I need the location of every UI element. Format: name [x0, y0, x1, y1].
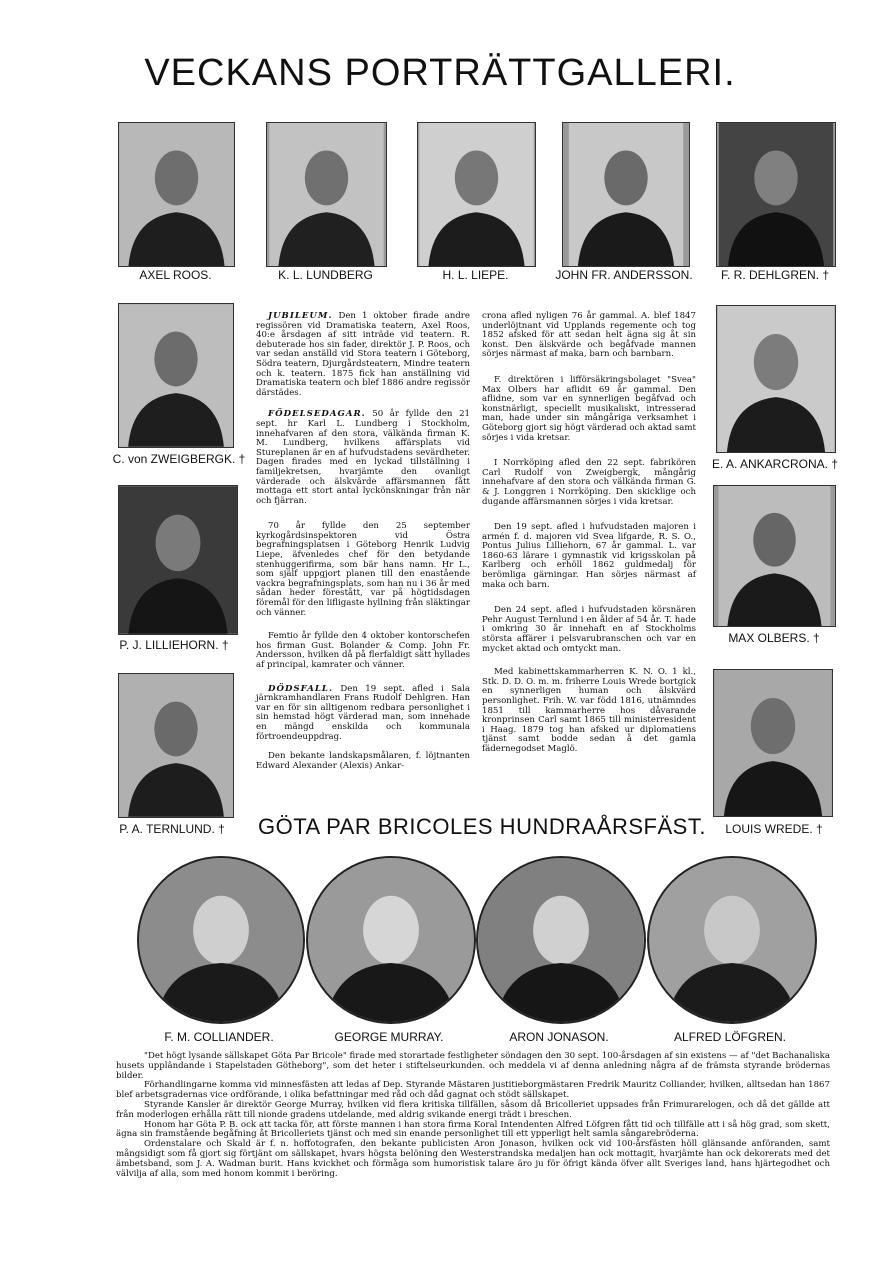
- portrait-max-olbers: [713, 485, 836, 627]
- article-andersson: Femtio år fyllde den 4 oktober kontorschefen hos firman Gust. Bolander & Comp. John Fr. Andersson, hvilken då på flerfaldigt sätt hyllades af principal, kamrater och vänner.: [256, 631, 470, 670]
- caption-e-a-ankarcrona: E. A. ANKARCRONA. †: [711, 457, 839, 471]
- caption-max-olbers: MAX OLBERS. †: [728, 631, 820, 645]
- portrait-k-l-lundberg: [266, 122, 387, 267]
- portrait-p-a-ternlund: [118, 673, 234, 818]
- bricoles-paragraph: Förhandlingarne komma vid minnesfästen att ledas af Dep. Styrande Mästaren justitieborgmästaren Fredrik Mauritz Colliander, hvilken, alltsedan han 1867 blef arbetsgradernas vice ordförande, i olika befattningar med råd och dåd gagnat och stödt sällskapet.: [116, 1080, 830, 1101]
- portrait-e-a-ankarcrona: [716, 305, 836, 453]
- portrait-f-m-colliander: [137, 856, 305, 1024]
- caption-c-von-zweigbergk: C. von ZWEIGBERGK. †: [112, 452, 246, 466]
- article-column-right: [482, 312, 696, 765]
- portrait-john-fr-andersson: [562, 122, 690, 267]
- portrait-f-r-dehlgren: [716, 122, 836, 267]
- article-ankarcrona-end: crona afled nyligen 76 år gammal. A. blef 1847 underlöjtnant vid Upplands regemente och tog 1852 afsked för att sedan helt ägna sig åt sin konst. Den älskvärde och begåfvade mannen sörjes närmast af maka, barn och barnbarn.: [482, 311, 696, 360]
- portrait-axel-roos: [118, 122, 235, 267]
- portrait-h-l-liepe: [417, 122, 536, 267]
- portrait-alfred-lofgren: [647, 856, 817, 1024]
- article-lilliehorn: Den 19 sept. afled i hufvudstaden majoren i armén f. d. majoren vid Svea lifgarde, R. S. O., Pontus Julius Lilliehorn, 67 år gammal. L. var 1860-63 lärare i gymnastik vid krigsskolan på Karlberg och erhöll 1862 guldmedalj för berömliga gärningar. Han sörjes närmast af maka och barn.: [482, 522, 696, 590]
- portrait-aron-jonason: [476, 856, 646, 1024]
- article-column-left: [256, 312, 470, 781]
- caption-george-murray: GEORGE MURRAY.: [334, 1030, 444, 1044]
- article-fodelsedagar: FÖDELSEDAGAR. 50 år fyllde den 21 sept. hr Karl L. Lundberg i Stockholm, innehafvaren af den stora, välkända firman K. M. Lundberg, hvilkens affärsplats vid Stureplanen är en af hufvudstadens sevärdheter. Dagen firades med en lyckad tillställning i familjekretsen, hvarjämte den ovanligt värderade och älskvärde affärsmannen fått mottaga ett stort antal lyckönskningar från när och fjärran.: [256, 409, 470, 506]
- caption-h-l-liepe: H. L. LIEPE.: [442, 268, 509, 282]
- bricoles-paragraph: "Det högt lysande sällskapet Göta Par Bricole" firade med storartade festligheter söndagen den 30 sept. 100-årsdagen af sin existens — af "det Bachanaliska husets upplândande i Stapelstaden Götheborg", som det heter i stiftelseurkunden. och meddela vi af denna anledning några af de främsta styrande brödernas bilder.: [116, 1051, 830, 1081]
- article-zweigbergk: I Norrköping afled den 22 sept. fabrikören Carl Rudolf von Zweigbergk, mångårig innehafvare af den stora och välkända firman G. & J. Longgren i Norrköping. Den skicklige och dugande affärsmannen sörjes i vida kretsar.: [482, 458, 696, 507]
- portrait-george-murray: [306, 856, 476, 1024]
- portrait-c-von-zweigbergk: [118, 303, 234, 448]
- article-ankarcrona-start: Den bekante landskapsmålaren, f. löjtnanten Edward Alexander (Alexis) Ankar-: [256, 751, 470, 771]
- article-liepe: 70 år fyllde den 25 september kyrkogårdsinspektoren vid Östra begrafningsplatsen i Göteborg Henrik Ludvig Liepe, äfvenledes chef för den betydande stenhuggerifirma, som bär hans namn. Hr L., som själf uppgjort planen till den enastående vackra begrafningsplats, som han nu i 36 år med sådan heder förestått, var på högtidsdagen föremål för den lifligaste hyllning från släktingar och vänner.: [256, 521, 470, 618]
- page-title: VECKANS PORTRÄTTGALLERI.: [144, 52, 736, 94]
- caption-p-a-ternlund: P. A. TERNLUND. †: [119, 822, 225, 836]
- bricoles-paragraph: Honom har Göta P. B. ock att tacka för, att förste mannen i han stora firma Koral Intendenten Alfred Löfgren fått tid och tillfälle att i så hög grad, som skett, ägna sin framstående begåfning åt Bricolleriets tjänst och med sin enande personlighet till ett ypperligt helt samla sångarebröderna.: [116, 1119, 830, 1140]
- caption-p-j-lilliehorn: P. J. LILLIEHORN. †: [119, 638, 229, 652]
- bricoles-paragraph: Ordenstalare och Skald är f. n. hoffotografen, den bekante publicisten Aron Jonason, hvilken ock vid 100-årsfästen höll glänsande anföranden, samt mångsidigt som få gjort sig förtjänt om sällskapet, hvars högsta belöning den Westerstrandska medaljen han ock mottagit, hvarjämte han ock dekorerats med det ämbetsband, som J. A. Wadman burit. Hans kvickhet och förmåga som humoristisk talare äro ju för öfrigt kända öfver allt Sveriges land, hans hjärtegodhet och välvilja af alla, som med honom kommit i beröring.: [116, 1139, 830, 1179]
- section-title: GÖTA PAR BRICOLES HUNDRAÅRSFÄST.: [258, 814, 706, 839]
- caption-f-r-dehlgren: F. R. DEHLGREN. †: [720, 268, 830, 282]
- caption-alfred-lofgren: ALFRED LÖFGREN.: [673, 1030, 787, 1044]
- caption-aron-jonason: ARON JONASON.: [509, 1030, 609, 1044]
- article-bricoles: [116, 1052, 830, 1179]
- article-jubileum: JUBILEUM. Den 1 oktober firade andre regissören vid Dramatiska teatern, Axel Roos, 40:e årsdagen af sitt inträde vid teatern. R. debuterade hos sin fader, direktör J. P. Roos, och var sedan anställd vid Stora teatern i Göteborg, Södra teatern, Djurgårdsteatern, Mindre teatern och k. teatern. 1875 fick han anställning vid Dramatiska teatern och blef 1886 andre regissör därstädes.: [256, 311, 470, 398]
- portrait-p-j-lilliehorn: [118, 485, 238, 635]
- portrait-louis-wrede: [713, 669, 833, 817]
- caption-k-l-lundberg: K. L. LUNDBERG: [278, 268, 373, 282]
- caption-axel-roos: AXEL ROOS.: [139, 268, 212, 282]
- article-ternlund: Den 24 sept. afled i hufvudstaden körsnären Pehr August Ternlund i en ålder af 54 år. T. hade i omkring 30 år innehaft en af Stockholms största affärer i pelsvarubranschen och var en mycket aktad och omtyckt man.: [482, 605, 696, 654]
- article-olbers: F. direktören i lifförsäkringsbolaget "Svea" Max Olbers har aflidit 69 år gammal. Den aflidne, som var en synnerligen begåfvad och konstnärligt, speciellt musikaliskt, intresserad man, hade under sin mångåriga verksamhet i Göteborg gjort sig högt värderad och aktad samt sörjes i vida kretsar.: [482, 374, 696, 443]
- article-dodsfall: DÖDSFALL. Den 19 sept. afled i Sala järnkramhandlaren Frans Rudolf Dehlgren. Han var en för sin alltigenom redbara personlighet i sin hemstad högt värderad man, som innehade en mängd enskilda och kommunala förtroendeuppdrag.: [256, 683, 470, 742]
- caption-louis-wrede: LOUIS WREDE. †: [725, 822, 823, 836]
- caption-john-fr-andersson: JOHN FR. ANDERSSON.: [555, 268, 693, 282]
- bricoles-paragraph: Styrande Kansler är direktör George Murray, hvilken vid flera kritiska tillfällen, såsom då Bricolleriet uppsades från Frimurarelogen, och då det gällde att från moderlogen erhålla rätt till nionde gradens utdelande, med aldrig svikande energi trädt i breschen.: [116, 1099, 830, 1120]
- article-wrede: Med kabinettskammarherren K. N. O. 1 kl., Stk. D. D. O. m. m. friherre Louis Wrede bortgick en synnerligen human och älskvärd personlighet. Frih. W. var född 1816, utnämndes 1851 till kammarherre hos dåvarande kronprinsen Carl samt 1865 till ministerresident i Haag. 1879 tog han afsked ur diplomatiens tjänst samt bodde sedan å det gamla fädernegodset Maglö.: [482, 667, 696, 754]
- caption-f-m-colliander: F. M. COLLIANDER.: [164, 1030, 274, 1044]
